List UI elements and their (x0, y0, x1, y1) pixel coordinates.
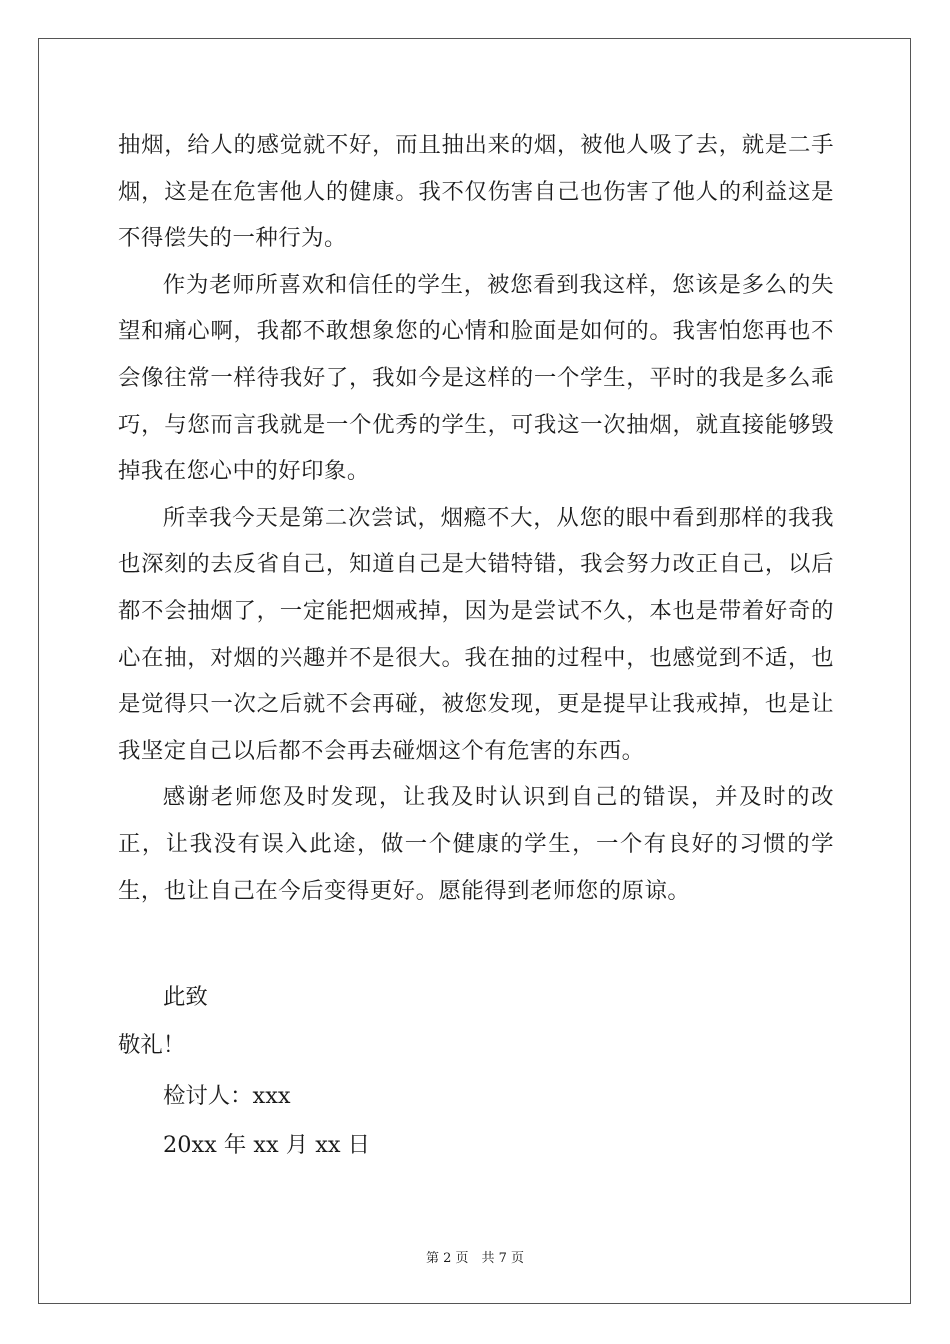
paragraph-1: 抽烟，给人的感觉就不好，而且抽出来的烟，被他人吸了去，就是二手烟，这是在危害他人的健康。我不仅伤害自己也伤害了他人的利益这是不得偿失的一种行为。 (118, 132, 834, 252)
salutation: 此致 (163, 984, 208, 1010)
paragraph-4: 感谢老师您及时发现，让我及时认识到自己的错误，并及时的改正，让我没有误入此途，做一个健康的学生，一个有良好的习惯的学生，也让自己在今后变得更好。愿能得到老师您的原谅。 (118, 784, 834, 904)
letter-body (118, 122, 834, 914)
date: 20xx 年 xx 月 xx 日 (163, 1132, 371, 1158)
regards: 敬礼！ (118, 1032, 186, 1058)
paragraph-3: 所幸我今天是第二次尝试，烟瘾不大，从您的眼中看到那样的我我也深刻的去反省自己，知道自己是大错特错，我会努力改正自己，以后都不会抽烟了，一定能把烟戒掉，因为是尝试不久，本也是带着好奇的心在抽，对烟的兴趣并不是很大。我在抽的过程中，也感觉到不适，也是觉得只一次之后就不会再碰，被您发现，更是提早让我戒掉，也是让我坚定自己以后都不会再去碰烟这个有危害的东西。 (118, 504, 834, 764)
paragraph-2: 作为老师所喜欢和信任的学生，被您看到我这样，您该是多么的失望和痛心啊，我都不敢想象您的心情和脸面是如何的。我害怕您再也不会像往常一样待我好了，我如今是这样的一个学生，平时的我是多么乖巧，与您而言我就是一个优秀的学生，可我这一次抽烟，就直接能够毁掉我在您心中的好印象。 (118, 271, 834, 485)
signer: 检讨人：xxx (163, 1083, 291, 1109)
page-number: 第 2 页 共 7 页 (425, 1251, 525, 1266)
